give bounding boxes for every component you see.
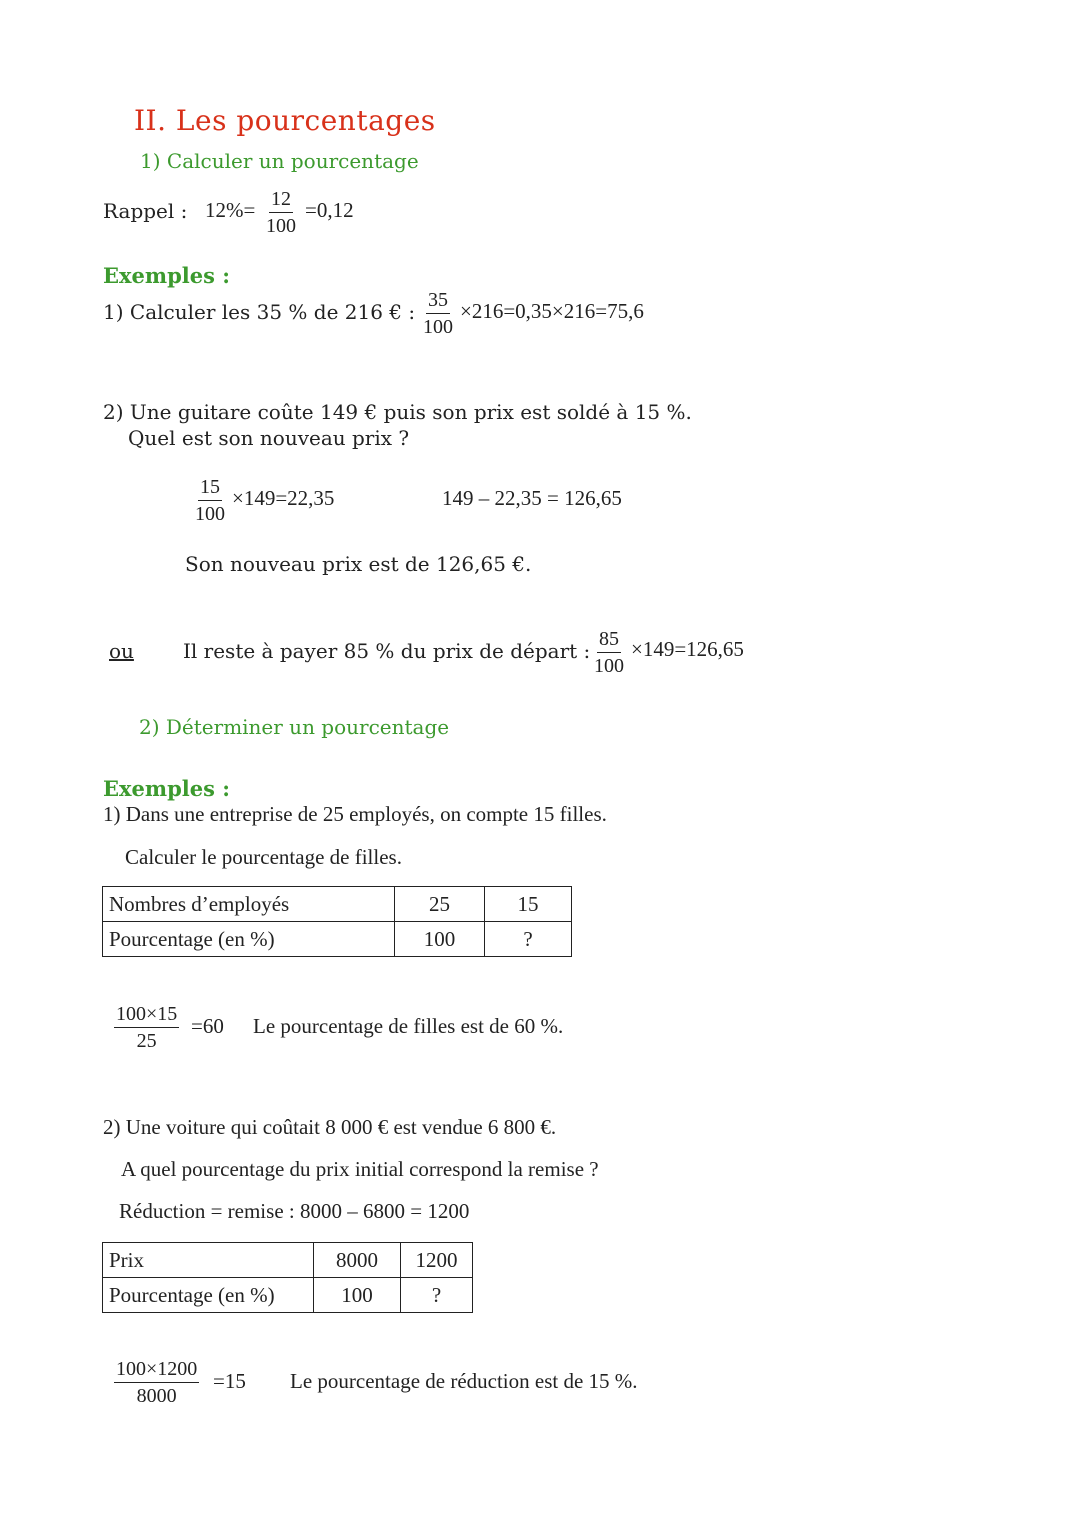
table-row bbox=[103, 1243, 473, 1278]
example3-line2: Calculer le pourcentage de filles. bbox=[125, 845, 402, 869]
table-cell: 1200 bbox=[401, 1243, 473, 1278]
example4-line2: A quel pourcentage du prix initial correspond la remise ? bbox=[121, 1157, 599, 1181]
ou-label: ou bbox=[109, 639, 134, 663]
employees-table bbox=[102, 886, 572, 957]
table-cell: Pourcentage (en %) bbox=[103, 1278, 314, 1313]
example2-result: Son nouveau prix est de 126,65 €. bbox=[185, 552, 532, 576]
rappel-label: Rappel : bbox=[103, 199, 188, 223]
table-cell: 8000 bbox=[314, 1243, 401, 1278]
example3-line1: 1) Dans une entreprise de 25 employés, on compte 15 filles. bbox=[103, 802, 607, 826]
example4-denominator: 8000 bbox=[136, 1385, 177, 1407]
example1-denominator: 100 bbox=[423, 316, 453, 338]
example2-line1: 2) Une guitare coûte 149 € puis son prix est soldé à 15 %. bbox=[103, 400, 692, 424]
examples-label-2: Exemples : bbox=[103, 776, 231, 801]
example4-numerator: 100×1200 bbox=[114, 1359, 199, 1383]
ou-denominator: 100 bbox=[594, 655, 624, 677]
price-table bbox=[102, 1242, 473, 1313]
ou-text: Il reste à payer 85 % du prix de départ : bbox=[183, 639, 591, 663]
part2-title: 2) Déterminer un pourcentage bbox=[139, 715, 450, 739]
table-row bbox=[103, 1278, 473, 1313]
example3-denominator: 25 bbox=[136, 1030, 157, 1052]
example2-denominator: 100 bbox=[195, 503, 225, 525]
example3-calc-result: =60 bbox=[191, 1014, 224, 1038]
example4-calc-result: =15 bbox=[213, 1369, 246, 1393]
example1-text: 1) Calculer les 35 % de 216 € : bbox=[103, 300, 416, 324]
rappel-lhs: 12%= bbox=[205, 198, 256, 222]
ou-result: ×149=126,65 bbox=[631, 637, 744, 661]
example1-fraction bbox=[423, 290, 453, 337]
ou-fraction bbox=[594, 629, 624, 676]
example2-numerator: 15 bbox=[198, 477, 222, 501]
table-cell: 100 bbox=[395, 922, 485, 957]
table-cell: 15 bbox=[485, 887, 572, 922]
example4-line3: Réduction = remise : 8000 – 6800 = 1200 bbox=[119, 1199, 470, 1223]
table-cell: 25 bbox=[395, 887, 485, 922]
example2-line2: Quel est son nouveau prix ? bbox=[128, 426, 410, 450]
examples-label-1: Exemples : bbox=[103, 263, 231, 288]
table-cell: Prix bbox=[103, 1243, 314, 1278]
table-row bbox=[103, 922, 572, 957]
example1-result: ×216=0,35×216=75,6 bbox=[460, 299, 644, 323]
rappel-fraction bbox=[266, 189, 296, 236]
table-row bbox=[103, 887, 572, 922]
rappel-numerator: 12 bbox=[269, 189, 293, 213]
rappel-rhs: =0,12 bbox=[305, 198, 354, 222]
table-cell: 100 bbox=[314, 1278, 401, 1313]
example4-line1: 2) Une voiture qui coûtait 8 000 € est vendue 6 800 €. bbox=[103, 1115, 557, 1139]
example3-numerator: 100×15 bbox=[114, 1004, 179, 1028]
table-cell: ? bbox=[401, 1278, 473, 1313]
example2-subtraction: 149 – 22,35 = 126,65 bbox=[442, 486, 622, 510]
example4-fraction bbox=[114, 1359, 199, 1406]
rappel-denominator: 100 bbox=[266, 215, 296, 237]
example3-fraction bbox=[114, 1004, 179, 1051]
table-cell: Nombres d’employés bbox=[103, 887, 395, 922]
section-title: II. Les pourcentages bbox=[134, 104, 436, 137]
part1-title: 1) Calculer un pourcentage bbox=[140, 149, 419, 173]
example2-fraction bbox=[195, 477, 225, 524]
table-cell: Pourcentage (en %) bbox=[103, 922, 395, 957]
example2-frac-result: ×149=22,35 bbox=[232, 486, 335, 510]
example3-result: Le pourcentage de filles est de 60 %. bbox=[253, 1014, 564, 1038]
example1-numerator: 35 bbox=[426, 290, 450, 314]
table-cell: ? bbox=[485, 922, 572, 957]
ou-numerator: 85 bbox=[597, 629, 621, 653]
example4-result: Le pourcentage de réduction est de 15 %. bbox=[290, 1369, 638, 1393]
